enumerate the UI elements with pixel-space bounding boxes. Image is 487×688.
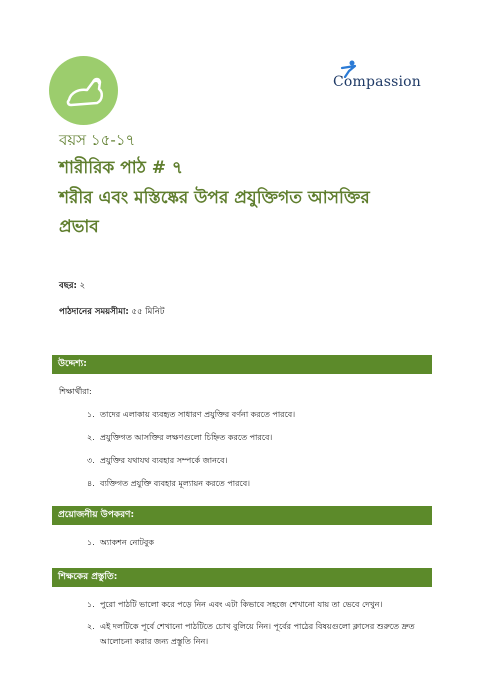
duration-value: ৫৫ মিনিট — [131, 307, 165, 317]
flexed-arm-icon — [49, 56, 118, 125]
item-text: তাদের এলাকায় ব্যবহৃত সাধারণ প্রযুক্তির বর্ণনা করতে পারবে। — [100, 410, 296, 419]
item-text: প্রযুক্তিগত আসক্তির লক্ষণগুলো চিহ্নিত করতে পারবে। — [100, 433, 273, 442]
age-range: বয়স ১৫-১৭ — [59, 131, 136, 149]
item-number: ১. — [87, 600, 95, 609]
teacher-prep-heading: শিক্ষকের প্রস্তুতি: — [52, 568, 432, 587]
lesson-badge — [49, 56, 118, 125]
objective-item — [87, 455, 227, 468]
year-value: ২ — [79, 281, 86, 291]
item-text: এই দলটিকে পূর্বে শেখানো পাঠটিতে চোখ বুলিয়ে নিন। পূর্বের পাঠের বিষয়গুলো ক্লাসের শুরুতে দ্রুত — [100, 622, 415, 631]
year-row — [59, 279, 85, 293]
item-text: অ্যাকশন নোটবুক — [100, 538, 154, 547]
duration-label: পাঠদানের সময়সীমা: — [59, 307, 129, 317]
item-text: পুরো পাঠটি ভালো করে পড়ে নিন এবং এটা কিভাবে সহজে শেখানো যায় তা ভেবে দেখুন। — [100, 600, 383, 609]
prep-item — [87, 619, 427, 649]
prep-item — [87, 599, 382, 612]
item-number: ১. — [87, 538, 95, 547]
objectives-intro: শিক্ষার্থীরা: — [59, 387, 92, 396]
item-number: ২. — [87, 622, 95, 631]
duration-row — [59, 305, 165, 319]
item-number: ৩. — [87, 456, 95, 465]
title-line-2: প্রভাব — [59, 217, 99, 237]
material-item — [87, 537, 154, 550]
logo-text: Compassion — [333, 74, 422, 90]
item-text-continued: আলোচনা করার জন্য প্রস্তুতি নিন। — [100, 637, 209, 646]
page-title — [59, 184, 459, 242]
objective-item — [87, 409, 295, 422]
objective-item — [87, 432, 272, 445]
item-text: প্রযুক্তির যথাযথ ব্যবহার সম্পর্কে জানবে। — [100, 456, 228, 465]
item-number: ১. — [87, 410, 95, 419]
compassion-logo — [333, 60, 433, 100]
item-text: ব্যক্তিগত প্রযুক্তি ব্যবহার মূল্যায়ন করতে পারবে। — [100, 479, 251, 488]
year-label: বছর: — [59, 281, 77, 291]
lesson-number: শারীরিক পাঠ # ৭ — [59, 158, 183, 178]
objectives-heading: উদ্দেশ্য: — [52, 355, 432, 374]
item-number: ২. — [87, 433, 95, 442]
title-line-1: শরীর এবং মস্তিষ্কের উপর প্রযুক্তিগত আসক্তির — [59, 188, 370, 208]
materials-heading: প্রয়োজনীয় উপকরণ: — [52, 506, 432, 525]
objective-item — [87, 478, 250, 491]
item-number: ৪. — [87, 479, 95, 488]
